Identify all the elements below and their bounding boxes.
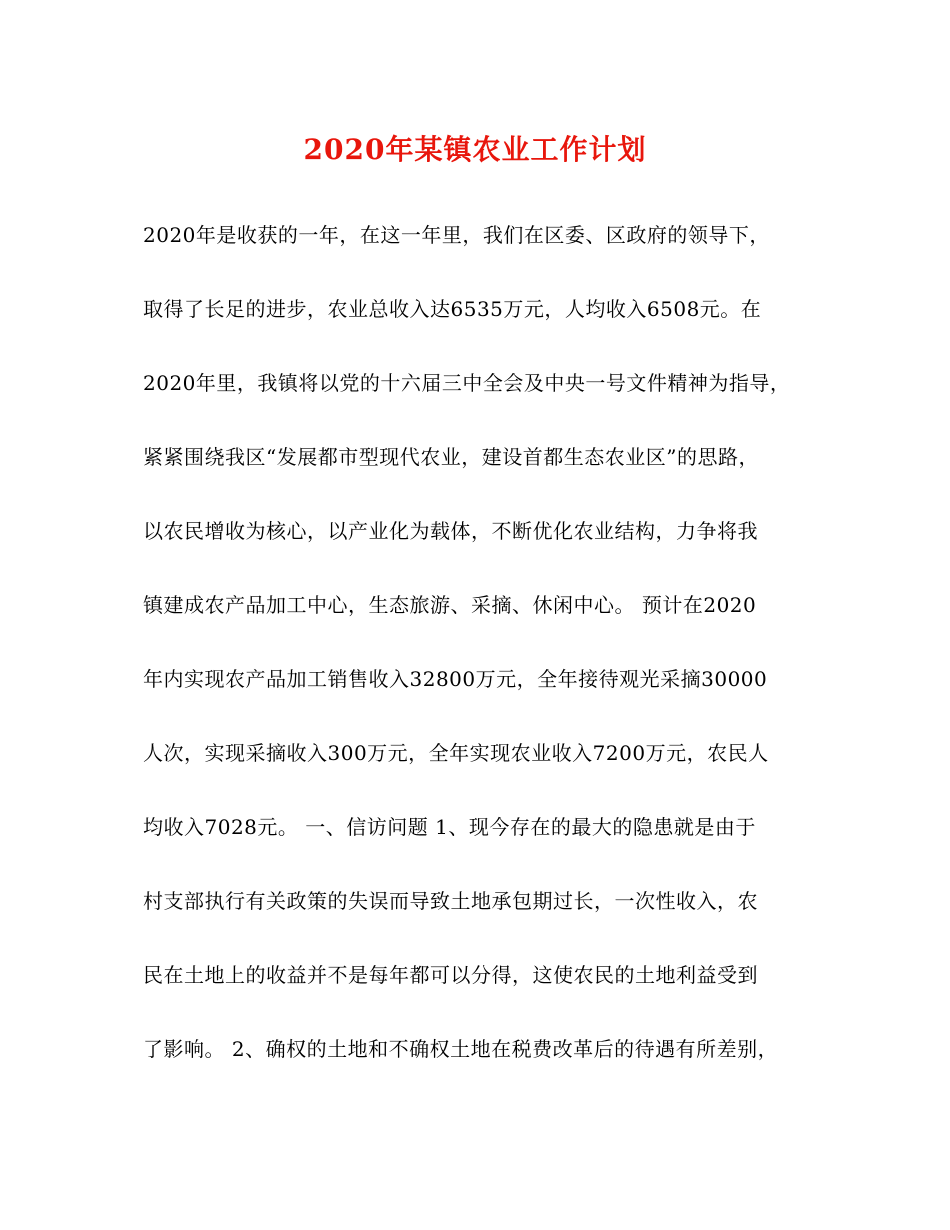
document-title: 2020年某镇农业工作计划	[303, 133, 647, 166]
body-line: 了影响。 2、确权的土地和不确权土地在税费改革后的待遇有所差别，	[143, 1037, 779, 1061]
body-line: 村支部执行有关政策的失误而导致土地承包期过长，一次性收入，农	[143, 889, 758, 913]
body-line: 民在土地上的收益并不是每年都可以分得，这使农民的土地利益受到	[143, 963, 758, 987]
body-line: 以农民增收为核心，以产业化为载体，不断优化农业结构，力争将我	[143, 519, 758, 543]
body-line: 镇建成农产品加工中心，生态旅游、采摘、休闲中心。 预计在2020	[143, 593, 757, 617]
document-body	[143, 207, 823, 1095]
body-line: 年内实现农产品加工销售收入32800万元，全年接待观光采摘30000	[143, 667, 768, 691]
body-line: 2020年里，我镇将以党的十六届三中全会及中央一号文件精神为指导，	[143, 371, 791, 395]
body-line: 2020年是收获的一年，在这一年里，我们在区委、区政府的领导下，	[143, 223, 770, 247]
body-line: 均收入7028元。 一、信访问题 1、现今存在的最大的隐患就是由于	[143, 815, 756, 839]
body-line: 人次，实现采摘收入300万元，全年实现农业收入7200万元，农民人	[143, 741, 769, 765]
body-line: 取得了长足的进步，农业总收入达6535万元，人均收入6508元。在	[143, 297, 762, 321]
body-line: 紧紧围绕我区“发展都市型现代农业，建设首都生态农业区”的思路，	[143, 445, 759, 469]
